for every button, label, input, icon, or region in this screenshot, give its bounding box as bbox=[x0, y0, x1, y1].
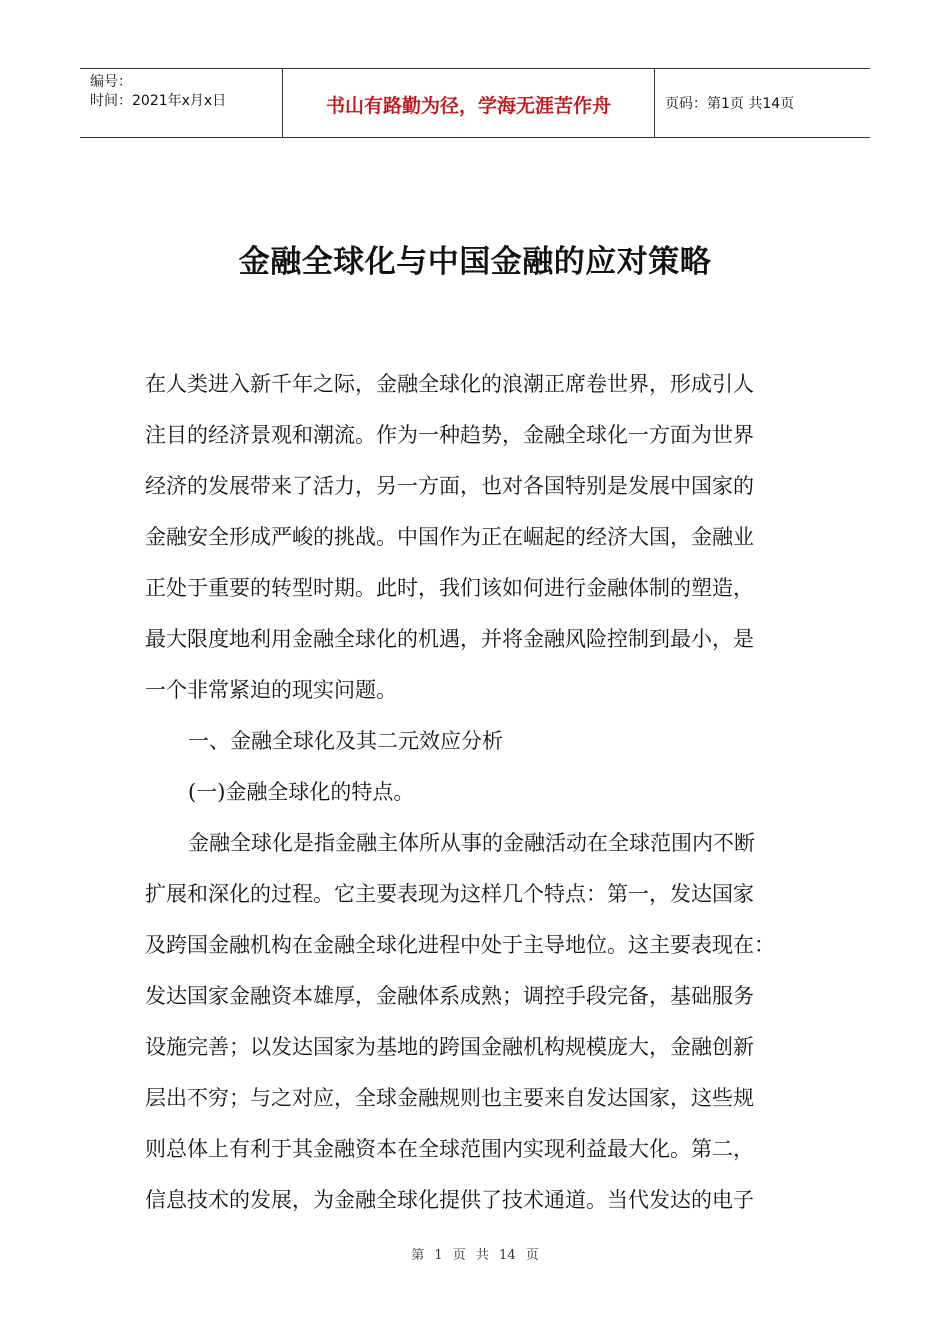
time-label: 时间：2021年x月x日 bbox=[90, 93, 227, 109]
header-meta bbox=[80, 69, 282, 137]
body-line: 设施完善；以发达国家为基地的跨国金融机构规模庞大，金融创新 bbox=[145, 1035, 754, 1059]
document-body bbox=[145, 362, 810, 1229]
header-table bbox=[80, 68, 870, 138]
body-line: 及跨国金融机构在金融全球化进程中处于主导地位。这主要表现在： bbox=[145, 933, 775, 957]
body-line: 扩展和深化的过程。它主要表现为这样几个特点：第一，发达国家 bbox=[145, 882, 754, 906]
body-line: 金融安全形成严峻的挑战。中国作为正在崛起的经济大国，金融业 bbox=[145, 525, 754, 549]
body-line: 则总体上有利于其金融资本在全球范围内实现利益最大化。第二， bbox=[145, 1137, 754, 1161]
body-line: 信息技术的发展，为金融全球化提供了技术通道。当代发达的电子 bbox=[145, 1188, 754, 1212]
body-line: 金融全球化是指金融主体所从事的金融活动在全球范围内不断 bbox=[188, 831, 755, 855]
subsection-heading: (一)金融全球化的特点。 bbox=[188, 780, 415, 804]
body-line: 在人类进入新千年之际，金融全球化的浪潮正席卷世界，形成引人 bbox=[145, 372, 754, 396]
section-heading: 一、金融全球化及其二元效应分析 bbox=[188, 729, 503, 753]
number-label: 编号： bbox=[90, 74, 132, 90]
body-line: 经济的发展带来了活力，另一方面，也对各国特别是发展中国家的 bbox=[145, 474, 754, 498]
body-line: 正处于重要的转型时期。此时，我们该如何进行金融体制的塑造， bbox=[145, 576, 754, 600]
body-line: 注目的经济景观和潮流。作为一种趋势，金融全球化一方面为世界 bbox=[145, 423, 754, 447]
header-page-info: 页码：第1页 共14页 bbox=[665, 96, 795, 112]
header-motto: 书山有路勤为径，学海无涯苦作舟 bbox=[282, 69, 655, 137]
body-line: 层出不穷；与之对应，全球金融规则也主要来自发达国家，这些规 bbox=[145, 1086, 754, 1110]
body-line: 最大限度地利用金融全球化的机遇，并将金融风险控制到最小，是 bbox=[145, 627, 754, 651]
body-line: 一个非常紧迫的现实问题。 bbox=[145, 678, 397, 702]
document-title: 金融全球化与中国金融的应对策略 bbox=[238, 244, 712, 280]
body-line: 发达国家金融资本雄厚，金融体系成熟；调控手段完备，基础服务 bbox=[145, 984, 754, 1008]
page-footer: 第 1 页 共 14 页 bbox=[411, 1248, 539, 1263]
